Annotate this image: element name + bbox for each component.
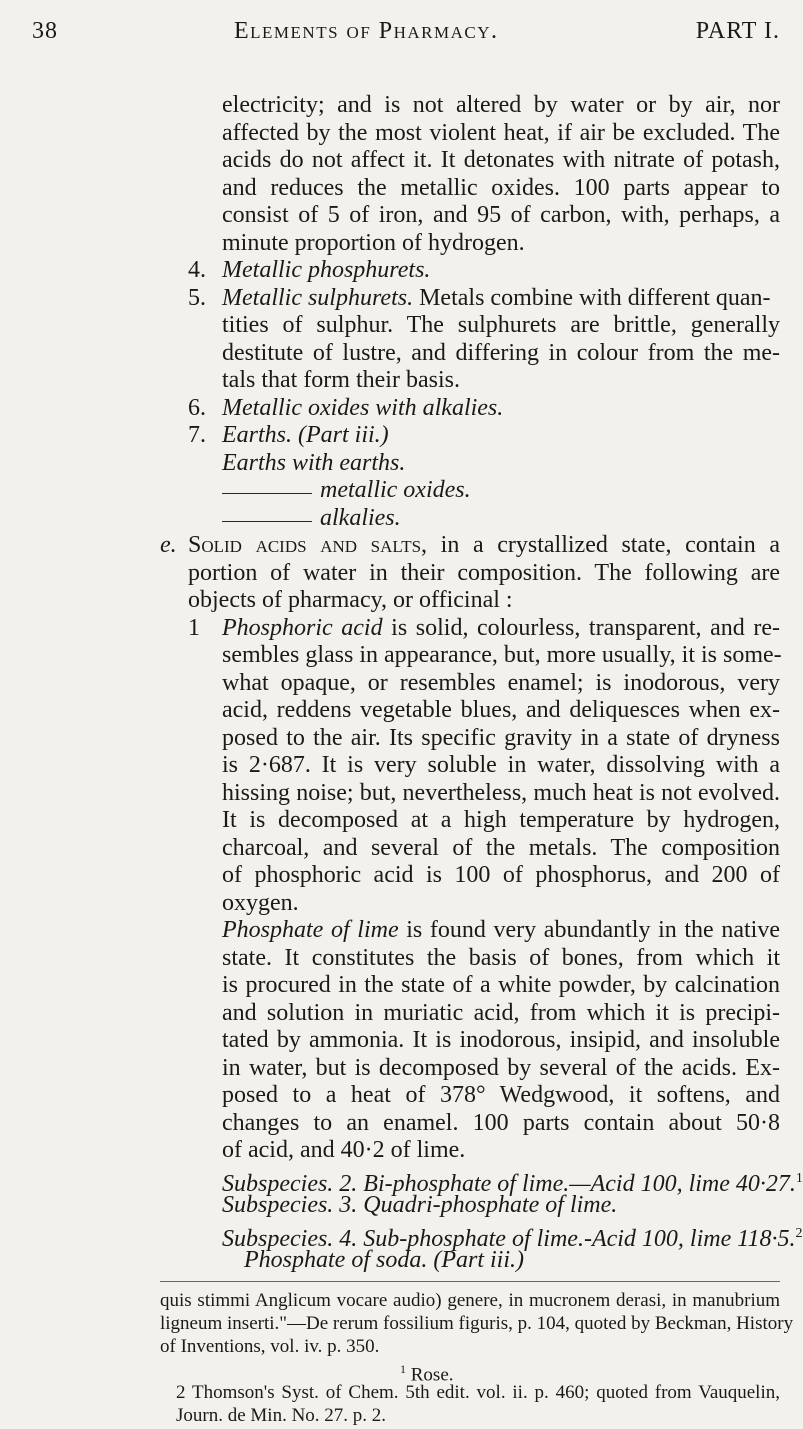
- body-line: tals that form their basis.: [222, 367, 460, 393]
- item-number: 6.: [188, 394, 206, 421]
- footnote-line: $^1$ Rose.: [400, 1362, 454, 1386]
- section-letter: e.: [160, 532, 177, 558]
- running-title: Elements of Pharmacy.: [234, 18, 499, 44]
- body-line: acids do not affect it. It detonates with nitrate of potash,: [222, 147, 780, 173]
- body-line: state. It constitutes the basis of bones, from which it: [222, 944, 780, 971]
- item-text: is solid, colourless, transparent, and re-: [391, 614, 781, 641]
- item-number: 7.: [188, 422, 206, 448]
- part-label: PART I.: [695, 18, 780, 44]
- body-line: what opaque, or resembles enamel; is inodorous, very: [222, 669, 780, 696]
- footnote-line: Journ. de Min. No. 27. p. 2.: [176, 1405, 387, 1426]
- item-text: is found very abundantly in the native: [406, 917, 780, 943]
- body-line: minute proportion of hydrogen.: [222, 229, 525, 256]
- item-heading: Earths. (Part iii.): [222, 422, 389, 448]
- section-line: [188, 532, 780, 559]
- item-heading: Phosphoric acid: [222, 614, 383, 641]
- footnote-line: quis stimmi Anglicum vocare audio) genere, in mucronem derasi, in manubrium: [160, 1290, 780, 1311]
- footnote-mark: 1: [795, 1170, 803, 1186]
- item-heading: Phosphate of soda. (Part iii.): [244, 1247, 524, 1273]
- running-header: [20, 18, 780, 58]
- footnote-line: ligneum inserti."—De rerum fossilium figuris, p. 104, quoted by Beckman, History: [160, 1313, 794, 1334]
- body-line: and solution in muriatic acid, from which it is precipi-: [222, 999, 780, 1026]
- section-heading: Solid acids and salts,: [188, 532, 428, 558]
- item-line: [222, 285, 780, 312]
- subitem: Earths with earths.: [222, 449, 406, 476]
- body-line: portion of water in their composition. The following are: [188, 559, 780, 586]
- body-line: acid, reddens vegetable blues, and deliquesces when ex-: [222, 697, 780, 723]
- body-line: charcoal, and several of the metals. The composition: [222, 834, 780, 861]
- item-line: [222, 615, 780, 642]
- body-line: posed to a heat of 378° Wedgwood, it softens, and: [222, 1082, 780, 1108]
- body-line: sembles glass in appearance, but, more usually, it is some-: [222, 642, 782, 668]
- body-line: tities of sulphur. The sulphurets are brittle, generally: [222, 312, 780, 338]
- body-line: destitute of lustre, and differing in colour from the me-: [222, 339, 780, 366]
- item-number: 1: [188, 614, 200, 641]
- body-line: is procured in the state of a white powder, by calcination: [222, 972, 780, 998]
- subitem: alkalies.: [320, 504, 401, 531]
- footnote-rule: [160, 1281, 780, 1282]
- body-line: of acid, and 40·2 of lime.: [222, 1137, 466, 1163]
- item-text: Metals combine with different quan-: [419, 284, 771, 311]
- body-line: and reduces the metallic oxides. 100 parts appear to: [222, 174, 780, 201]
- section-text: in a crystallized state, contain a: [440, 532, 780, 558]
- body-line: posed to the air. Its specific gravity in a state of dryness: [222, 724, 780, 751]
- item-number: 5.: [188, 284, 206, 311]
- body-line: changes to an enamel. 100 parts contain about 50·8: [222, 1109, 780, 1136]
- body-line: consist of 5 of iron, and 95 of carbon, with, perhaps, a: [222, 202, 780, 228]
- footnote-mark: 2: [795, 1225, 803, 1241]
- item-line: [222, 917, 780, 944]
- body-line: It is decomposed at a high temperature by hydrogen,: [222, 807, 780, 833]
- item-heading: Metallic oxides with alkalies.: [222, 394, 504, 421]
- subspecies-text: Subspecies. 2. Bi-phosphate of lime.—Acid 100, lime 40·27.: [222, 1170, 796, 1197]
- body-line: is 2·687. It is very soluble in water, dissolving with a: [222, 752, 780, 778]
- ditto-rule: [222, 493, 312, 494]
- item-number: 4.: [188, 257, 206, 283]
- body-line: oxygen.: [222, 889, 299, 916]
- subspecies-line: [222, 1192, 617, 1219]
- ditto-rule: [222, 521, 312, 522]
- subspecies-text: Subspecies. 4. Sub-phosphate of lime.-Acid 100, lime 118·5.: [222, 1225, 796, 1252]
- footnote-line: 2 Thomson's Syst. of Chem. 5th edit. vol. ii. p. 460; quoted from Vauquelin,: [176, 1382, 780, 1403]
- body-line: objects of pharmacy, or officinal :: [188, 587, 513, 613]
- subitem: metallic oxides.: [320, 477, 471, 503]
- body-line: affected by the most violent heat, if air be excluded. The: [222, 119, 780, 146]
- page-number: 38: [32, 18, 58, 44]
- item-heading: Metallic phosphurets.: [222, 257, 431, 283]
- body-line: hissing noise; but, nevertheless, much heat is not evolved.: [222, 779, 780, 806]
- footnote-mark: 1: [400, 1362, 406, 1376]
- body-line: tated by ammonia. It is inodorous, insipid, and insoluble: [222, 1027, 780, 1053]
- body-line: in water, but is decomposed by several of the acids. Ex-: [222, 1054, 780, 1081]
- body-line: of phosphoric acid is 100 of phosphorus, and 200 of: [222, 862, 780, 888]
- body-line: electricity; and is not altered by water or by air, nor: [222, 92, 780, 118]
- footnote-line: of Inventions, vol. iv. p. 350.: [160, 1336, 380, 1357]
- item-heading: Phosphate of lime: [222, 917, 399, 943]
- item-heading: Metallic sulphurets.: [222, 284, 414, 311]
- subspecies-text: Subspecies. 3. Quadri-phosphate of lime.: [222, 1192, 618, 1218]
